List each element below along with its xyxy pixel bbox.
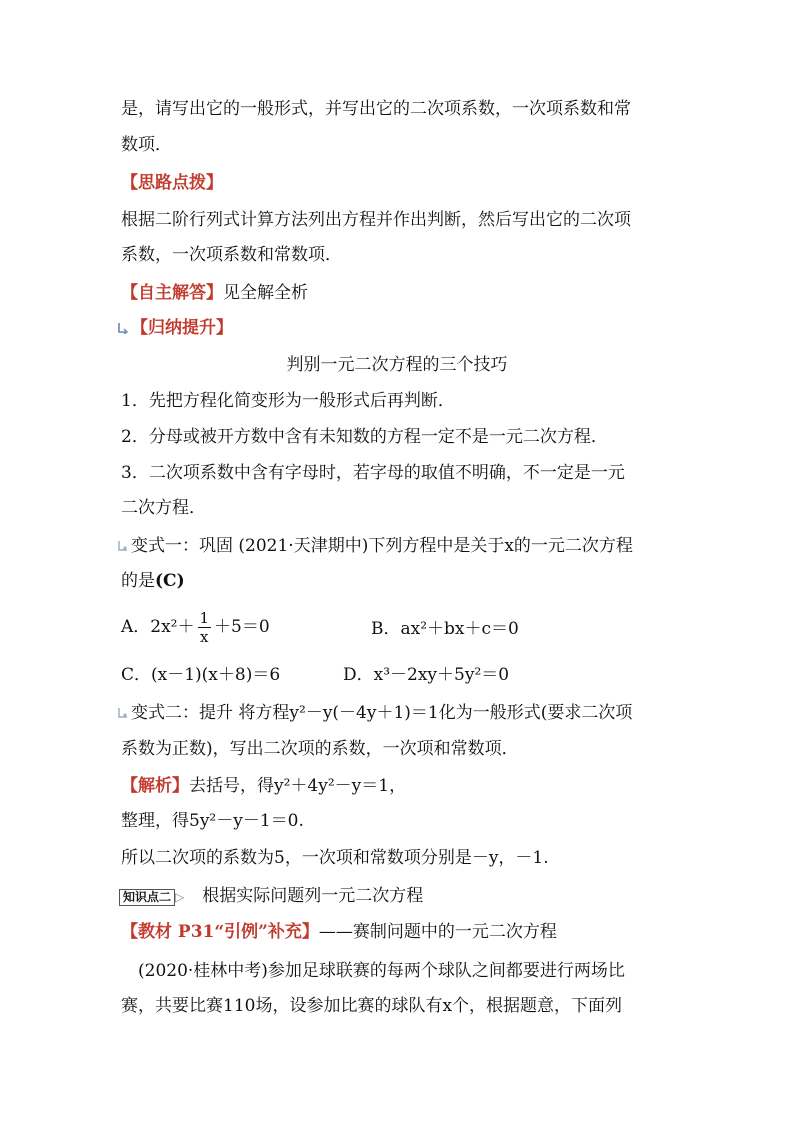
summary-item: 3．二次项系数中含有字母时，若字母的取值不明确，不一定是一元 (121, 463, 625, 483)
hint-line: 系数，一次项系数和常数项． (121, 245, 342, 265)
variant1-row2 (121, 571, 185, 591)
answer-row (121, 283, 308, 303)
solution-row (121, 776, 406, 796)
option-a (121, 609, 270, 646)
variant1-answer: (C) (155, 571, 185, 591)
paragraph-line: 是，请写出它的一般形式，并写出它的二次项系数，一次项系数和常 (121, 99, 631, 119)
textbook-subtitle: ——赛制问题中的一元二次方程 (318, 922, 557, 942)
textbook-row (121, 922, 557, 942)
variant1-row (117, 536, 633, 556)
hint-heading: 【思路点拨】 (121, 173, 223, 193)
option-a-pre: A．2x²＋ (121, 617, 195, 637)
variant2-line: 系数为正数)，写出二次项的系数，一次项和常数项． (121, 739, 519, 759)
option-a-post: ＋5＝0 (214, 617, 270, 637)
arrow-icon: ▷ (175, 890, 185, 904)
variant1-question: 变式一：巩固 (2021·天津期中)下列方程中是关于x的一元二次方程 (131, 536, 633, 556)
summary-title: 判别一元二次方程的三个技巧 (286, 355, 508, 375)
fraction-numerator: 1 (199, 609, 210, 627)
variant1-question-end: 的是 (121, 571, 155, 591)
pencil-icon (117, 540, 129, 552)
problem-line: 赛，共要比赛110场，设参加比赛的球队有x个，根据题意，下面列 (121, 996, 623, 1016)
solution-line: 去括号，得y²＋4y²－y＝1， (189, 776, 407, 796)
summary-item: 1．先把方程化简变形为一般形式后再判断． (121, 391, 455, 411)
knowledge-point-row (119, 886, 423, 907)
problem-line: (2020·桂林中考)参加足球联赛的每两个球队之间都要进行两场比 (138, 961, 625, 981)
pencil-icon (117, 707, 129, 719)
option-b: B．ax²＋bx＋c＝0 (371, 619, 519, 639)
answer-text: 见全解全析 (223, 283, 308, 303)
knowledge-point-tag: 知识点二 (119, 889, 175, 906)
variant2-question: 变式二：提升 将方程y²－y(－4y＋1)＝1化为一般形式(要求二次项 (131, 703, 633, 723)
paragraph-line: 数项． (121, 135, 172, 155)
option-d: D．x³－2xy＋5y²＝0 (343, 665, 510, 685)
variant2-row (117, 703, 632, 723)
summary-item: 2．分母或被开方数中含有未知数的方程一定不是一元二次方程． (121, 427, 608, 447)
solution-heading: 【解析】 (121, 776, 189, 796)
answer-heading: 【自主解答】 (121, 283, 223, 303)
solution-line: 所以二次项的系数为5，一次项和常数项分别是－y，－1. (121, 848, 549, 868)
summary-heading: 【归纳提升】 (131, 318, 233, 338)
option-c: C．(x－1)(x＋8)＝6 (121, 665, 281, 685)
pointer-icon (117, 322, 129, 334)
fraction (198, 609, 212, 646)
summary-item: 二次方程． (121, 498, 206, 518)
fraction-denominator: x (200, 628, 209, 646)
textbook-heading: 【教材 P31“引例”补充】 (121, 922, 319, 942)
summary-heading-row (117, 318, 233, 338)
hint-line: 根据二阶行列式计算方法列出方程并作出判断，然后写出它的二次项 (121, 210, 631, 230)
solution-line: 整理，得5y²－y－1＝0. (121, 811, 304, 831)
knowledge-point-title: 根据实际问题列一元二次方程 (202, 886, 424, 906)
